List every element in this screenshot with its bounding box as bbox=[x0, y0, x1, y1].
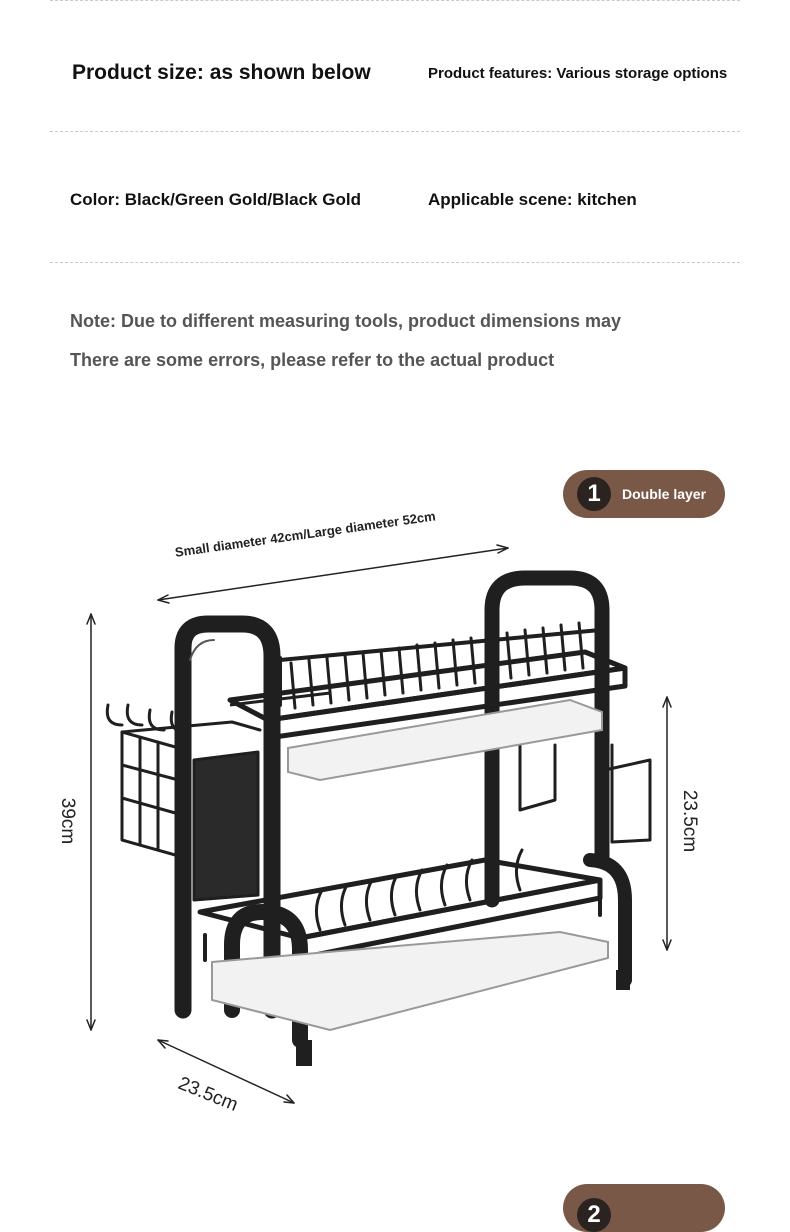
layer-badge-number: 1 bbox=[577, 477, 611, 511]
dish-rack-illustration bbox=[0, 440, 790, 1160]
next-layer-badge-number: 2 bbox=[577, 1198, 611, 1232]
scene-spec: Applicable scene: kitchen bbox=[428, 190, 637, 209]
note-line-1: Note: Due to different measuring tools, product dimensions may bbox=[70, 311, 622, 331]
divider-1 bbox=[50, 131, 740, 132]
height-label: 39cm bbox=[57, 797, 79, 845]
shelf-height-label: 23.5cm bbox=[679, 789, 701, 853]
features-spec: Product features: Various storage options bbox=[428, 65, 728, 82]
note-line-2: There are some errors, please refer to the actual product bbox=[70, 350, 555, 370]
layer-badge-label: Double layer bbox=[622, 486, 707, 502]
next-layer-badge bbox=[563, 1184, 725, 1232]
utensil-cup bbox=[194, 752, 258, 900]
size-spec: Product size: as shown below bbox=[72, 61, 371, 84]
color-spec: Color: Black/Green Gold/Black Gold bbox=[70, 190, 361, 209]
divider-2 bbox=[50, 262, 740, 263]
depth-label: 23.5cm bbox=[175, 1073, 241, 1116]
top-divider bbox=[50, 0, 740, 1]
diameter-label: Small diameter 42cm/Large diameter 52cm bbox=[174, 508, 437, 560]
